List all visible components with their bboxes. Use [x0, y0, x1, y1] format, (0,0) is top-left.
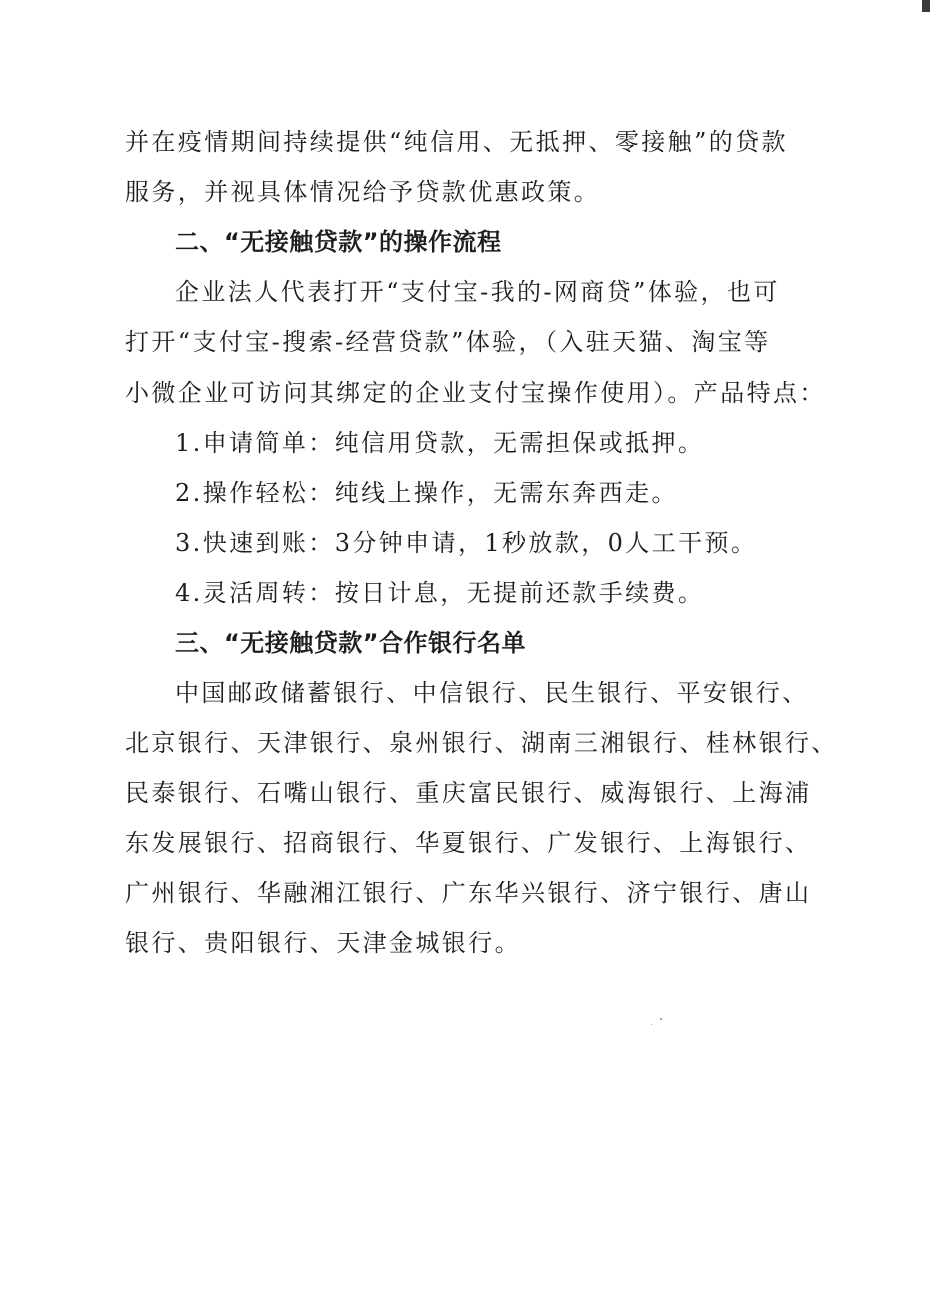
banks-line-2: 北京银行、天津银行、泉州银行、湖南三湘银行、桂林银行、 — [125, 729, 838, 757]
scan-speck — [651, 1024, 652, 1025]
banks-line-6: 银行、贵阳银行、天津金城银行。 — [125, 929, 521, 957]
section-3-heading: 三、“无接触贷款”合作银行名单 — [175, 629, 527, 657]
feature-item-4: 4.灵活周转：按日计息，无提前还款手续费。 — [175, 579, 705, 607]
banks-line-1: 中国邮政储蓄银行、中信银行、民生银行、平安银行、 — [175, 679, 809, 707]
section-2-heading: 二、“无接触贷款”的操作流程 — [175, 228, 502, 256]
paragraph-1-line-1: 并在疫情期间持续提供“纯信用、无抵押、零接触”的贷款 — [125, 128, 788, 156]
banks-line-3: 民泰银行、石嘴山银行、重庆富民银行、威海银行、上海浦 — [125, 779, 812, 807]
section-2-intro-line-3: 小微企业可访问其绑定的企业支付宝操作使用）。产品特点： — [125, 379, 826, 407]
section-2-intro-line-2: 打开“支付宝-搜索-经营贷款”体验，（入驻天猫、淘宝等 — [125, 328, 771, 356]
feature-item-3: 3.快速到账：3分钟申请，1秒放款，0人工干预。 — [175, 529, 758, 557]
feature-item-2: 2.操作轻松：纯线上操作，无需东奔西走。 — [175, 479, 678, 507]
section-2-intro-line-1: 企业法人代表打开“支付宝-我的-网商贷”体验，也可 — [175, 278, 780, 306]
banks-line-5: 广州银行、华融湘江银行、广东华兴银行、济宁银行、唐山 — [125, 879, 812, 907]
feature-item-1: 1.申请简单：纯信用贷款，无需担保或抵押。 — [175, 429, 705, 457]
banks-line-4: 东发展银行、招商银行、华夏银行、广发银行、上海银行、 — [125, 829, 812, 857]
paragraph-1-line-2: 服务，并视具体情况给予贷款优惠政策。 — [125, 178, 601, 206]
scan-speck — [660, 1018, 662, 1020]
